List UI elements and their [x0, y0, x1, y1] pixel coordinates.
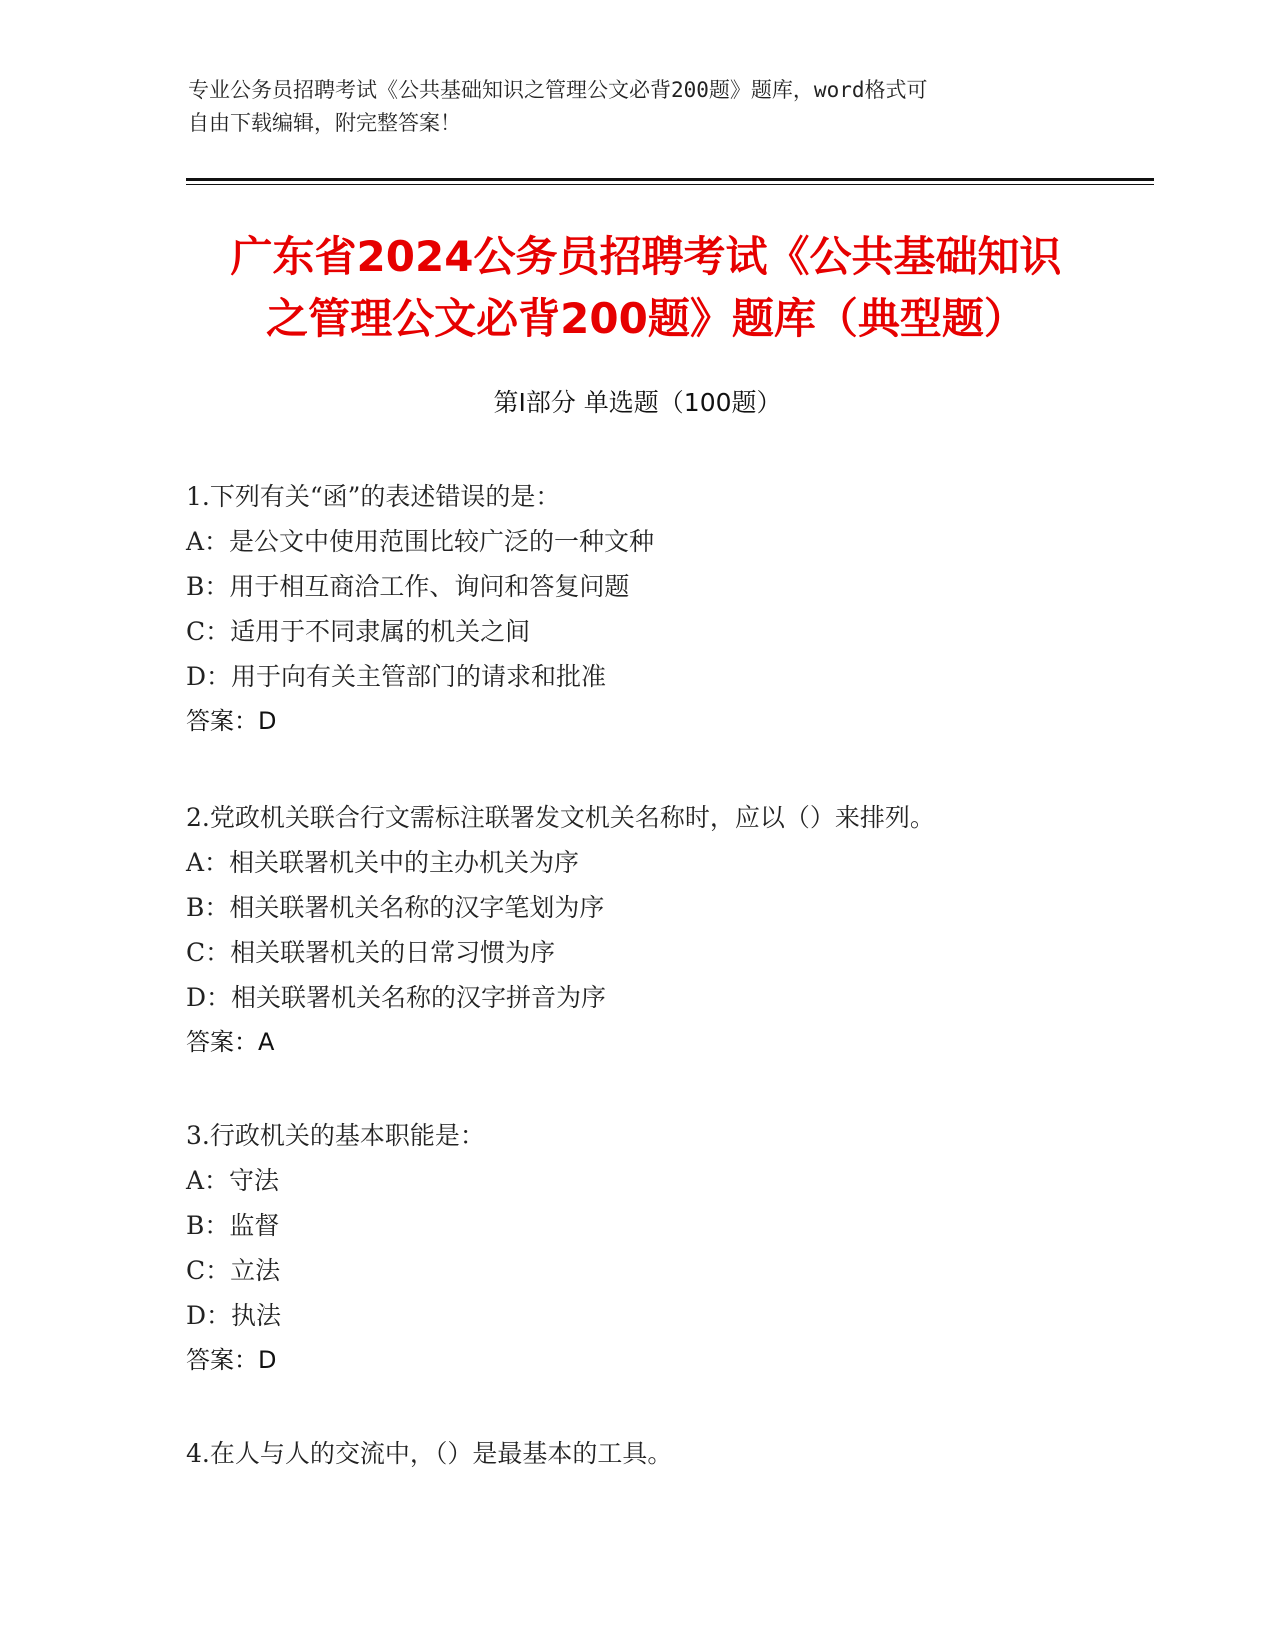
question-stem: 1.下列有关“函”的表述错误的是： [186, 482, 561, 511]
option-c: C：相关联署机关的日常习惯为序 [186, 938, 556, 967]
option-b: B：相关联署机关名称的汉字笔划为序 [186, 893, 605, 922]
header-note [188, 74, 1088, 140]
option-d: D：相关联署机关名称的汉字拼音为序 [186, 983, 607, 1012]
question-2 [186, 795, 1146, 1065]
document-title-line-1: 广东省2024公务员招聘考试《公共基础知识 [230, 232, 1062, 281]
header-divider-thin [186, 184, 1154, 185]
document-title-line-2: 之管理公文必背200题》题库（典型题） [266, 294, 1026, 343]
question-stem: 4.在人与人的交流中，（）是最基本的工具。 [186, 1439, 673, 1468]
option-a: A：相关联署机关中的主办机关为序 [186, 848, 580, 877]
header-note-line-1: 专业公务员招聘考试《公共基础知识之管理公文必背200题》题库，word格式可 [188, 78, 928, 102]
option-b: B：监督 [186, 1211, 280, 1240]
question-stem: 2.党政机关联合行文需标注联署发文机关名称时，应以（）来排列。 [186, 803, 935, 832]
option-b: B：用于相互商洽工作、询问和答复问题 [186, 572, 630, 601]
option-a: A：是公文中使用范围比较广泛的一种文种 [186, 527, 655, 556]
option-c: C：适用于不同隶属的机关之间 [186, 617, 531, 646]
question-stem: 3.行政机关的基本职能是： [186, 1121, 485, 1150]
question-1 [186, 474, 1146, 744]
section-title: 第Ⅰ部分 单选题（100题） [493, 388, 782, 417]
option-a: A：守法 [186, 1166, 280, 1195]
header-note-line-2: 自由下载编辑，附完整答案！ [188, 111, 461, 135]
question-4 [186, 1431, 1146, 1476]
answer: 答案：D [186, 1346, 277, 1374]
answer: 答案：A [186, 1028, 275, 1056]
option-c: C：立法 [186, 1256, 281, 1285]
answer: 答案：D [186, 707, 277, 735]
header-divider-thick [186, 178, 1154, 181]
question-3 [186, 1113, 1146, 1383]
option-d: D：用于向有关主管部门的请求和批准 [186, 662, 607, 691]
document-title [186, 226, 1106, 350]
option-d: D：执法 [186, 1301, 282, 1330]
